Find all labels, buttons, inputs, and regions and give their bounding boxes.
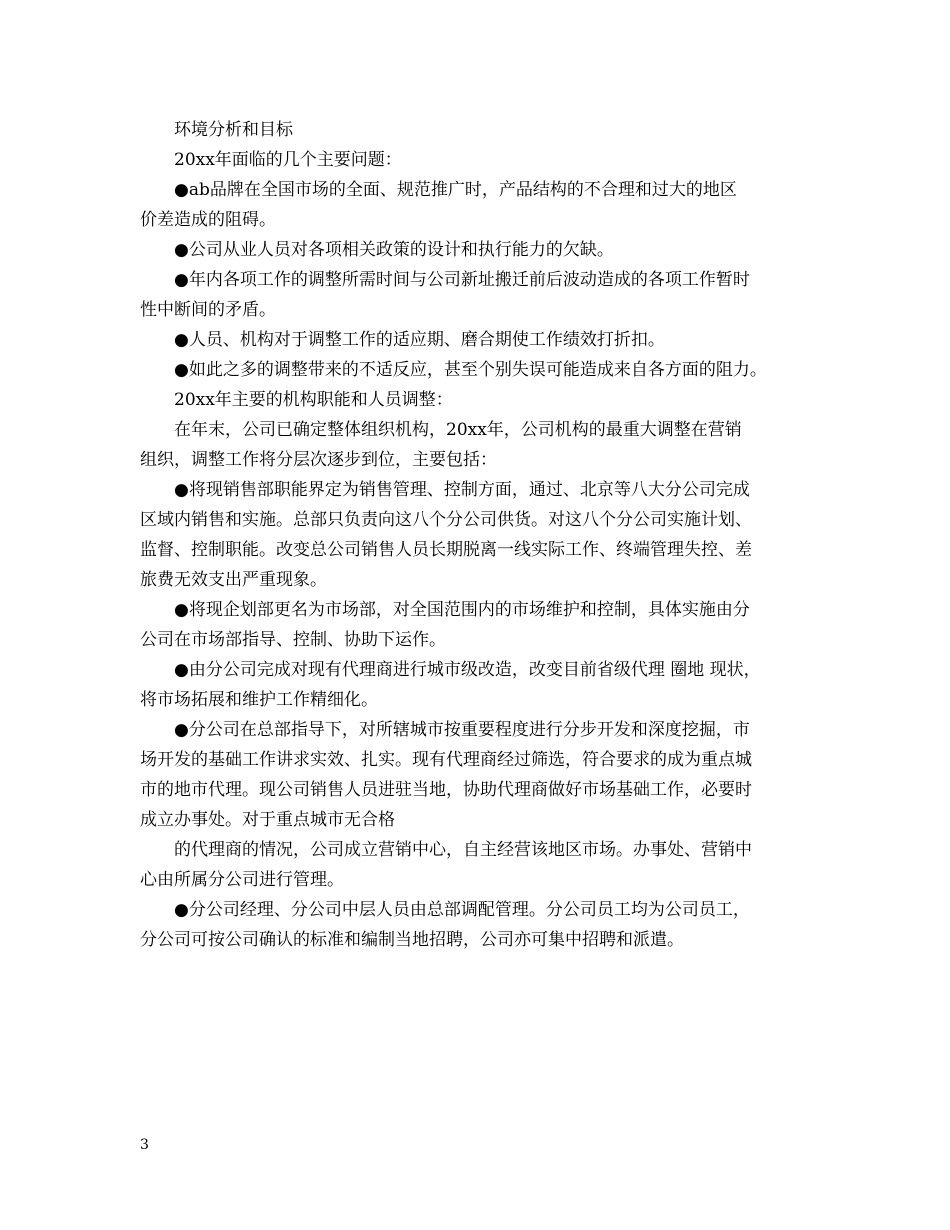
text-line: ●公司从业人员对各项相关政策的设计和执行能力的欠缺。 — [174, 240, 614, 260]
text-line: 20xx年主要的机构职能和人员调整： — [174, 390, 453, 410]
text-line: ●如此之多的调整带来的不适反应，甚至个别失误可能造成来自各方面的阻力。 — [174, 360, 767, 380]
text-line: 成立办事处。对于重点城市无合格 — [140, 810, 395, 830]
text-line: 场开发的基础工作讲求实效、扎实。现有代理商经过筛选，符合要求的成为重点城 — [140, 750, 752, 770]
text-line: ●将现销售部职能界定为销售管理、控制方面，通过、北京等八大分公司完成 — [174, 480, 750, 500]
text-line: ●ab品牌在全国市场的全面、规范推广时，产品结构的不合理和过大的地区 — [174, 180, 737, 200]
page-body — [140, 115, 820, 955]
text-line: 20xx年面临的几个主要问题： — [174, 150, 402, 170]
text-line: 市的地市代理。现公司销售人员进驻当地，协助代理商做好市场基础工作，必要时 — [140, 780, 752, 800]
text-line: 性中断间的矛盾。 — [140, 300, 276, 320]
text-line: ●人员、机构对于调整工作的适应期、磨合期使工作绩效打折扣。 — [174, 330, 665, 350]
text-line: 将市场拓展和维护工作精细化。 — [140, 690, 378, 710]
page-number: 3 — [140, 1137, 149, 1153]
text-line: 组织，调整工作将分层次逐步到位，主要包括： — [140, 450, 497, 470]
text-line: 环境分析和目标 — [174, 120, 293, 140]
text-line: 公司在市场部指导、控制、协助下运作。 — [140, 630, 446, 650]
text-line: 分公司可按公司确认的标准和编制当地招聘，公司亦可集中招聘和派遣。 — [140, 930, 684, 950]
text-line: 区域内销售和实施。总部只负责向这八个分公司供货。对这八个分公司实施计划、 — [140, 510, 752, 530]
text-line: ●将现企划部更名为市场部，对全国范围内的市场维护和控制，具体实施由分 — [174, 600, 750, 620]
text-line: ●由分公司完成对现有代理商进行城市级改造，改变目前省级代理 圈地 现状， — [174, 660, 761, 680]
text-line: 在年末，公司已确定整体组织机构，20xx年，公司机构的最重大调整在营销 — [174, 420, 742, 440]
text-line: 价差造成的阻碍。 — [140, 210, 276, 230]
text-line: 的代理商的情况，公司成立营销中心，自主经营该地区市场。办事处、营销中 — [174, 840, 752, 860]
text-line: 监督、控制职能。改变总公司销售人员长期脱离一线实际工作、终端管理失控、差 — [140, 540, 752, 560]
text-line: 心由所属分公司进行管理。 — [140, 870, 344, 890]
text-line: 旅费无效支出严重现象。 — [140, 570, 327, 590]
body-text — [140, 115, 820, 955]
text-line: ●分公司在总部指导下，对所辖城市按重要程度进行分步开发和深度挖掘，市 — [174, 720, 750, 740]
text-line: ●年内各项工作的调整所需时间与公司新址搬迁前后波动造成的各项工作暂时 — [174, 270, 750, 290]
text-line: ●分公司经理、分公司中层人员由总部调配管理。分公司员工均为公司员工， — [174, 900, 750, 920]
